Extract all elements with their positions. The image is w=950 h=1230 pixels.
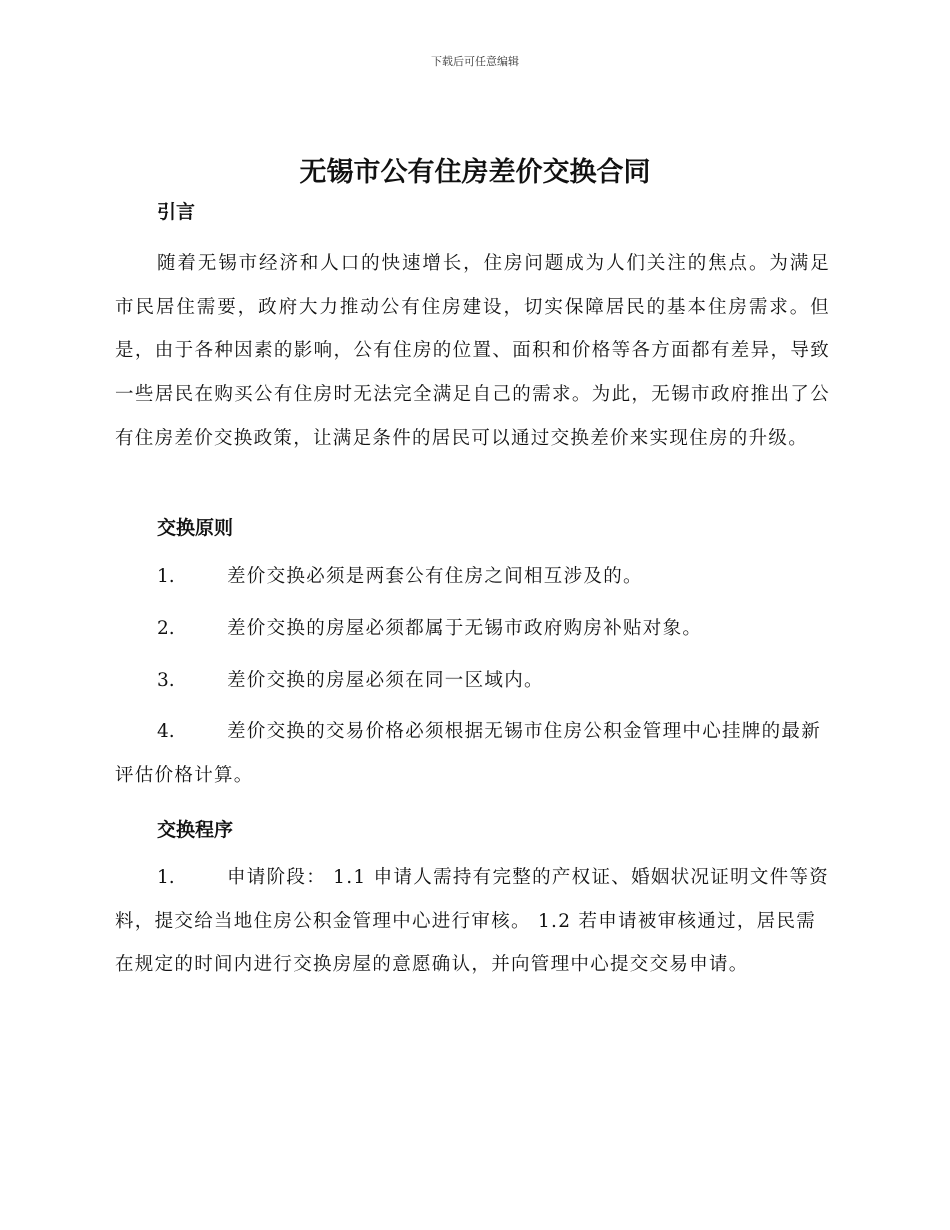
item-text: 差价交换必须是两套公有住房之间相互涉及的。 <box>227 566 643 587</box>
principle-item <box>115 607 830 651</box>
item-number: 1. <box>157 566 175 587</box>
item-text: 差价交换的房屋必须都属于无锡市政府购房补贴对象。 <box>227 618 703 639</box>
principle-item <box>115 710 830 797</box>
section-heading-procedure: 交换程序 <box>157 819 234 841</box>
item-text: 申请阶段： 1.1 申请人需持有完整的产权证、婚姻状况证明文件等资料，提交给当地住房公积金管理中心进行审核。 1.2 若申请被审核通过，居民需在规定的时间内进行交换房屋的意愿确认，并向管理中心提交交易申请。 <box>115 867 830 976</box>
item-number: 1. <box>157 867 175 888</box>
item-number: 4. <box>157 721 175 742</box>
principle-item <box>115 659 830 703</box>
intro-paragraph: 随着无锡市经济和人口的快速增长，住房问题成为人们关注的焦点。为满足市民居住需要，政府大力推动公有住房建设，切实保障居民的基本住房需求。但是，由于各种因素的影响，公有住房的位置、面积和价格等各方面都有差异，导致一些居民在购买公有住房时无法完全满足自己的需求。为此，无锡市政府推出了公有住房差价交换政策，让满足条件的居民可以通过交换差价来实现住房的升级。 <box>115 253 830 449</box>
section-heading-principles: 交换原则 <box>157 517 234 539</box>
section-heading-intro: 引言 <box>157 201 196 223</box>
principle-item <box>115 555 830 599</box>
item-number: 3. <box>157 670 175 691</box>
item-text: 差价交换的房屋必须在同一区域内。 <box>227 670 544 691</box>
document-title: 无锡市公有住房差价交换合同 <box>299 157 651 188</box>
procedure-item <box>115 856 830 987</box>
item-text: 差价交换的交易价格必须根据无锡市住房公积金管理中心挂牌的最新评估价格计算。 <box>115 721 822 786</box>
page-header-note: 下载后可任意编辑 <box>431 55 519 68</box>
item-number: 2. <box>157 618 175 639</box>
